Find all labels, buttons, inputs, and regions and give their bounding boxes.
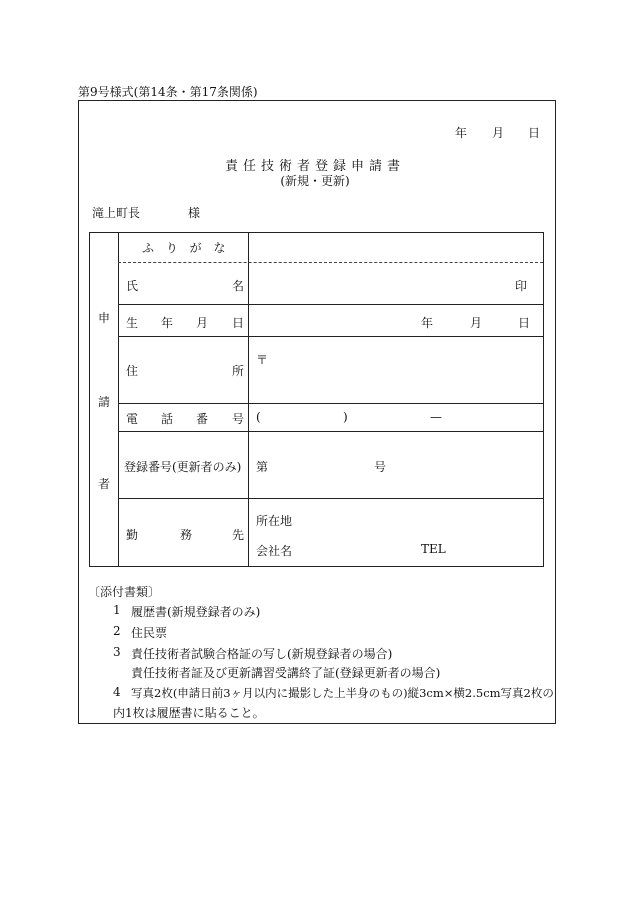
addressee: 滝上町長 [92, 206, 141, 220]
birth-day-unit: 日 [518, 316, 531, 330]
row-divider [118, 336, 543, 337]
page-title: 責任技術者登録申請書 [224, 159, 405, 174]
phone-label-ban: 番 [196, 412, 209, 426]
attachment-text: 写真2枚(申請日前3ヶ月以内に撮影した上半身のもの)縦3cm×横2.5cm写真2枚の [131, 686, 554, 700]
page-subtitle: (新規・更新) [280, 174, 350, 188]
workplace-field[interactable] [250, 501, 544, 565]
date-year-label: 年 [455, 126, 468, 140]
attachments-heading: 〔添付書類〕 [88, 585, 161, 599]
address-label-left: 住 [126, 364, 139, 378]
column-divider [118, 233, 119, 566]
seal-mark: 印 [515, 279, 528, 293]
phone-label-wa: 話 [161, 412, 174, 426]
birth-label-sei: 生 [126, 316, 139, 330]
birth-month-unit: 月 [470, 316, 483, 330]
form-number: 第9号様式(第14条・第17条関係) [78, 85, 258, 99]
birth-label-month: 月 [196, 316, 209, 330]
reg-number-label: 登録番号(更新者のみ) [124, 460, 242, 474]
birth-label-year: 年 [161, 316, 174, 330]
phone-label-go: 号 [232, 412, 245, 426]
name-field[interactable] [250, 265, 544, 303]
birth-label-day: 日 [232, 316, 245, 330]
row-divider [118, 304, 543, 305]
attachment-text: 履歴書(新規登録者のみ) [131, 605, 261, 619]
attachment-text: 責任技術者試験合格証の写し(新規登録者の場合) [131, 647, 393, 661]
work-tel-label: TEL [421, 542, 446, 556]
reg-go: 号 [374, 460, 387, 474]
postal-mark: 〒 [256, 353, 269, 367]
attachment-text: 責任技術者証及び更新講習受講終了証(登録更新者の場合) [131, 666, 441, 680]
address-label-right: 所 [232, 364, 245, 378]
column-divider [248, 233, 249, 566]
reg-number-field[interactable] [250, 434, 544, 496]
work-label-mu: 務 [180, 528, 193, 542]
phone-open-paren: ( [256, 410, 261, 424]
work-label-saki: 先 [232, 528, 245, 542]
side-label-sei: 請 [98, 395, 111, 409]
attachment-num: 1 [113, 603, 121, 617]
row-divider [118, 498, 543, 499]
work-label-kin: 勤 [126, 528, 139, 542]
row-divider [118, 403, 543, 404]
row-divider [118, 431, 543, 432]
attachment-text: 住民票 [131, 626, 168, 640]
attachment-num: 4 [113, 685, 121, 699]
name-label-right: 名 [232, 279, 245, 293]
phone-dash: — [430, 410, 442, 424]
birth-year-unit: 年 [421, 316, 434, 330]
name-label-left: 氏 [126, 279, 139, 293]
phone-label-den: 電 [126, 412, 139, 426]
honorific: 様 [188, 206, 201, 220]
address-field[interactable] [250, 339, 544, 401]
furigana-label: ふ り が な [142, 241, 230, 255]
reg-dai: 第 [256, 460, 269, 474]
furigana-divider [118, 262, 543, 263]
phone-close-paren: ) [343, 410, 348, 424]
attachment-text: 内1枚は履歴書に貼ること。 [113, 706, 265, 720]
date-month-label: 月 [492, 126, 505, 140]
attachment-num: 3 [113, 645, 121, 659]
applicant-table [89, 232, 544, 567]
side-label-shin: 申 [98, 311, 111, 325]
phone-field[interactable] [250, 405, 544, 429]
date-day-label: 日 [528, 126, 541, 140]
side-label-sha: 者 [98, 477, 111, 491]
attachment-num: 2 [113, 624, 121, 638]
work-location-label: 所在地 [256, 514, 293, 528]
work-company-label: 会社名 [256, 544, 293, 558]
furigana-field[interactable] [250, 235, 544, 260]
